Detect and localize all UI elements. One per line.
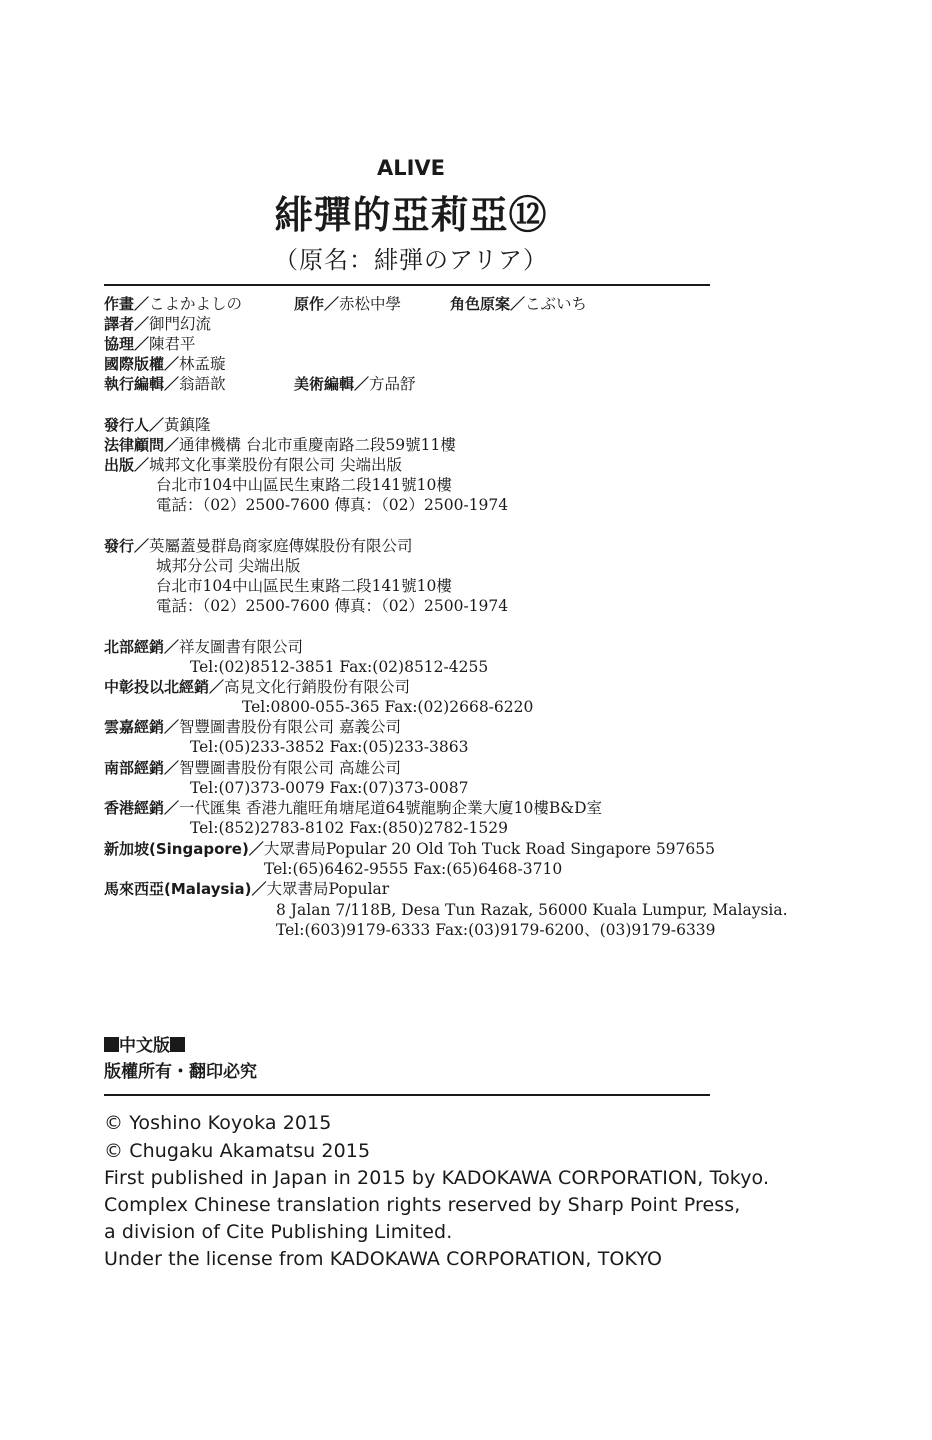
dist-row xyxy=(104,536,413,556)
book-title: 緋彈的亞莉亞⑫ xyxy=(274,193,548,237)
author-label: 作畫／ xyxy=(104,295,150,313)
square-bullet-icon xyxy=(170,1037,185,1052)
dist-value: 英屬蓋曼群島商家庭傳媒股份有限公司 xyxy=(149,537,413,555)
distributor-contact: Tel:(852)2783-8102 Fax:(850)2782-1529 xyxy=(190,819,508,837)
legal-row xyxy=(104,435,456,455)
distributor-label: 中彰投以北經銷／ xyxy=(104,678,225,696)
original-label: 原作／ xyxy=(294,295,340,313)
issuer-value: 黃鎮隆 xyxy=(164,416,211,434)
assist-label: 協理／ xyxy=(104,335,150,353)
original-title: （原名：緋弾のアリア） xyxy=(273,246,549,274)
rights-label: 國際版權／ xyxy=(104,355,180,373)
character-label: 角色原案／ xyxy=(450,295,526,313)
distributor-address: 8 Jalan 7/118B, Desa Tun Razak, 56000 Kuala Lumpur, Malaysia. xyxy=(276,901,788,919)
dist-phone: 電話：（02）2500-7600 傳真：（02）2500-1974 xyxy=(156,597,509,615)
credits-original xyxy=(294,294,401,314)
distributor-label: 北部經銷／ xyxy=(104,638,180,656)
distributor-chiayi xyxy=(104,717,401,737)
character-value: こぶいち xyxy=(525,295,588,313)
distributor-contact: Tel:(07)373-0079 Fax:(07)373-0087 xyxy=(190,779,469,797)
distributor-name: 高見文化行銷股份有限公司 xyxy=(224,678,411,696)
dist-branch: 城邦分公司 尖端出版 xyxy=(156,557,301,575)
issuer-label: 發行人／ xyxy=(104,416,165,434)
distributor-label: 雲嘉經銷／ xyxy=(104,718,180,736)
dist-label: 發行／ xyxy=(104,537,150,555)
edition-text: 中文版 xyxy=(119,1036,170,1056)
assist-value: 陳君平 xyxy=(149,335,196,353)
editor-value: 翁語歆 xyxy=(179,375,226,393)
distributor-label: 南部經銷／ xyxy=(104,759,180,777)
header-divider xyxy=(104,284,710,286)
distributor-contact: Tel:(05)233-3852 Fax:(05)233-3863 xyxy=(190,738,469,756)
distributor-contact: Tel:(603)9179-6333 Fax:(03)9179-6200、(03)9179-6339 xyxy=(276,921,716,939)
distributor-name: 大眾書局Popular 20 Old Toh Tuck Road Singapore 597655 xyxy=(263,840,715,858)
distributor-contact: Tel:(02)8512-3851 Fax:(02)8512-4255 xyxy=(190,658,489,676)
legal-label: 法律顧問／ xyxy=(104,436,180,454)
distributor-name: 祥友圖書有限公司 xyxy=(179,638,304,656)
dist-address: 台北市104中山區民生東路二段141號10樓 xyxy=(156,577,452,595)
credits-art-editor xyxy=(294,374,416,394)
editor-label: 執行編輯／ xyxy=(104,375,180,393)
edition-label xyxy=(104,1035,185,1057)
distributor-name: 一代匯集 香港九龍旺角塘尾道64號龍駒企業大廈10樓B&D室 xyxy=(179,799,603,817)
distributor-label: 新加坡(Singapore)／ xyxy=(104,840,264,858)
distributor-label: 香港經銷／ xyxy=(104,799,180,817)
credits-rights xyxy=(104,354,226,374)
rights-value: 林孟璇 xyxy=(179,355,226,373)
credits-translator xyxy=(104,314,211,334)
press-phone: 電話：（02）2500-7600 傳真：（02）2500-1974 xyxy=(156,496,509,514)
art-editor-value: 方品舒 xyxy=(369,375,416,393)
distributor-singapore xyxy=(104,839,715,859)
copyright-line: © Yoshino Koyoka 2015 xyxy=(104,1112,332,1134)
distributor-malaysia xyxy=(104,879,389,899)
issuer-row xyxy=(104,415,211,435)
edition-rights: 版權所有・翻印必究 xyxy=(104,1062,257,1082)
distributor-name: 智豐圖書股份有限公司 高雄公司 xyxy=(179,759,401,777)
copyright-line: Complex Chinese translation rights reserved by Sharp Point Press, xyxy=(104,1194,741,1216)
distributor-name: 大眾書局Popular xyxy=(266,880,390,898)
distributor-name: 智豐圖書股份有限公司 嘉義公司 xyxy=(179,718,401,736)
distributor-label: 馬來西亞(Malaysia)／ xyxy=(104,880,267,898)
copyright-line: a division of Cite Publishing Limited. xyxy=(104,1221,453,1243)
credits-assist xyxy=(104,334,196,354)
press-value: 城邦文化事業股份有限公司 尖端出版 xyxy=(149,456,402,474)
distributor-hongkong xyxy=(104,798,602,818)
credits-row-1 xyxy=(104,294,242,314)
square-bullet-icon xyxy=(104,1037,119,1052)
author-value: こよかよしの xyxy=(149,295,243,313)
credits-editor xyxy=(104,374,226,394)
distributor-south xyxy=(104,758,401,778)
distributor-contact: Tel:0800-055-365 Fax:(02)2668-6220 xyxy=(242,698,534,716)
copyright-line: First published in Japan in 2015 by KADOKAWA CORPORATION, Tokyo. xyxy=(104,1167,770,1189)
legal-value: 通律機構 台北市重慶南路二段59號11樓 xyxy=(179,436,456,454)
series-label: ALIVE xyxy=(376,156,446,180)
press-row xyxy=(104,455,402,475)
distributor-central xyxy=(104,677,410,697)
original-value: 赤松中學 xyxy=(339,295,402,313)
art-editor-label: 美術編輯／ xyxy=(294,375,370,393)
copyright-line: Under the license from KADOKAWA CORPORATION, TOKYO xyxy=(104,1248,663,1270)
distributor-contact: Tel:(65)6462-9555 Fax:(65)6468-3710 xyxy=(264,860,563,878)
credits-character xyxy=(450,294,587,314)
copyright-divider xyxy=(104,1094,710,1096)
copyright-line: © Chugaku Akamatsu 2015 xyxy=(104,1140,371,1162)
distributor-north xyxy=(104,637,303,657)
press-label: 出版／ xyxy=(104,456,150,474)
translator-label: 譯者／ xyxy=(104,315,150,333)
press-address: 台北市104中山區民生東路二段141號10樓 xyxy=(156,476,452,494)
translator-value: 御門幻流 xyxy=(149,315,212,333)
